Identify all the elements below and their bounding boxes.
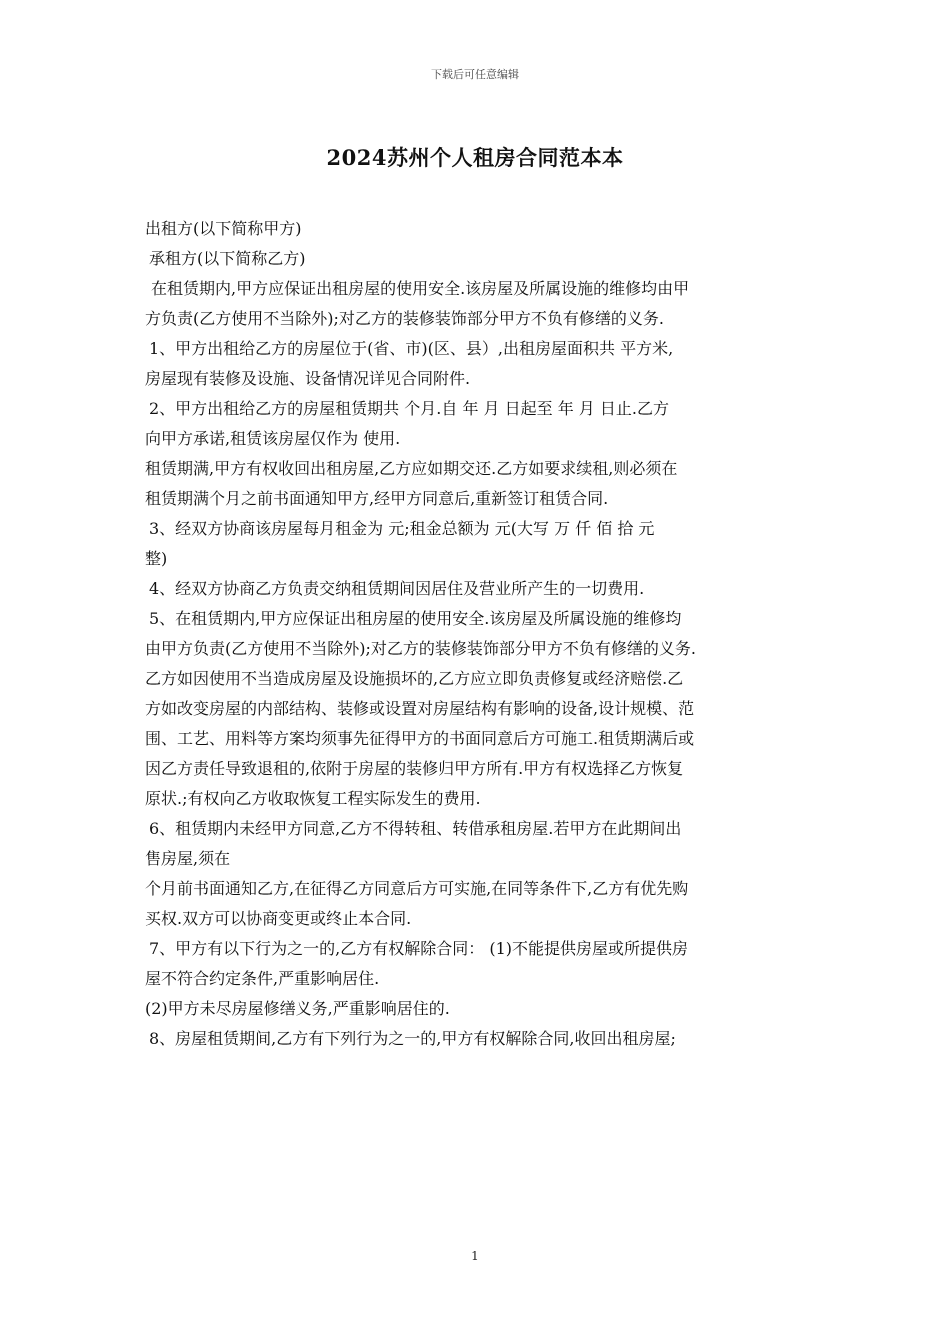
paragraph-line: 1、甲方出租给乙方的房屋位于(省、市)(区、县）,出租房屋面积共 平方米,: [149, 339, 674, 358]
paragraph-line: 向甲方承诺,租赁该房屋仅作为 使用.: [145, 429, 401, 448]
paragraph-line: 乙方如因使用不当造成房屋及设施损坏的,乙方应立即负责修复或经济赔偿.乙: [145, 669, 684, 688]
document-body: [145, 214, 813, 1054]
page-header-note: 下载后可任意编辑: [431, 68, 519, 81]
paragraph-line: 围、工艺、用料等方案均须事先征得甲方的书面同意后方可施工.租赁期满后或: [145, 729, 695, 748]
paragraph-line: 房屋现有装修及设施、设备情况详见合同附件.: [145, 369, 471, 388]
paragraph-line: 出租方(以下简称甲方): [145, 219, 302, 238]
paragraph-line: (2)甲方未尽房屋修缮义务,严重影响居住的.: [145, 999, 450, 1018]
paragraph-line: 租赁期满个月之前书面通知甲方,经甲方同意后,重新签订租赁合同.: [145, 489, 609, 508]
paragraph-line: 买权.双方可以协商变更或终止本合同.: [145, 909, 412, 928]
paragraph-line: 售房屋,须在: [145, 849, 231, 868]
paragraph-line: 承租方(以下简称乙方): [149, 249, 306, 268]
paragraph-line: 2、甲方出租给乙方的房屋租赁期共 个月.自 年 月 日起至 年 月 日止.乙方: [149, 399, 669, 418]
page-number: 1: [471, 1249, 479, 1263]
paragraph-line: 个月前书面通知乙方,在征得乙方同意后方可实施,在同等条件下,乙方有优先购: [145, 879, 689, 898]
paragraph-line: 原状.;有权向乙方收取恢复工程实际发生的费用.: [145, 789, 481, 808]
paragraph-line: 6、租赁期内未经甲方同意,乙方不得转租、转借承租房屋.若甲方在此期间出: [149, 819, 682, 838]
paragraph-line: 整): [145, 549, 168, 568]
paragraph-line: 在租赁期内,甲方应保证出租房屋的使用安全.该房屋及所属设施的维修均由甲: [151, 279, 690, 298]
paragraph-line: 8、房屋租赁期间,乙方有下列行为之一的,甲方有权解除合同,收回出租房屋;: [149, 1029, 676, 1048]
paragraph-line: 7、甲方有以下行为之一的,乙方有权解除合同： (1)不能提供房屋或所提供房: [149, 939, 689, 958]
document-title: 2024苏州个人租房合同范本本: [326, 145, 624, 170]
paragraph-line: 因乙方责任导致退租的,依附于房屋的装修归甲方所有.甲方有权选择乙方恢复: [145, 759, 684, 778]
paragraph-line: 4、经双方协商乙方负责交纳租赁期间因居住及营业所产生的一切费用.: [149, 579, 645, 598]
paragraph-line: 方负责(乙方使用不当除外);对乙方的装修装饰部分甲方不负有修缮的义务.: [145, 309, 664, 328]
paragraph-line: 5、在租赁期内,甲方应保证出租房屋的使用安全.该房屋及所属设施的维修均: [149, 609, 682, 628]
paragraph-line: 由甲方负责(乙方使用不当除外);对乙方的装修装饰部分甲方不负有修缮的义务.: [145, 639, 696, 658]
paragraph-line: 租赁期满,甲方有权收回出租房屋,乙方应如期交还.乙方如要求续租,则必须在: [145, 459, 678, 478]
paragraph-line: 3、经双方协商该房屋每月租金为 元;租金总额为 元(大写 万 仟 佰 拾 元: [149, 519, 655, 538]
paragraph-line: 屋不符合约定条件,严重影响居住.: [145, 969, 380, 988]
paragraph-line: 方如改变房屋的内部结构、装修或设置对房屋结构有影响的设备,设计规模、范: [145, 699, 695, 718]
